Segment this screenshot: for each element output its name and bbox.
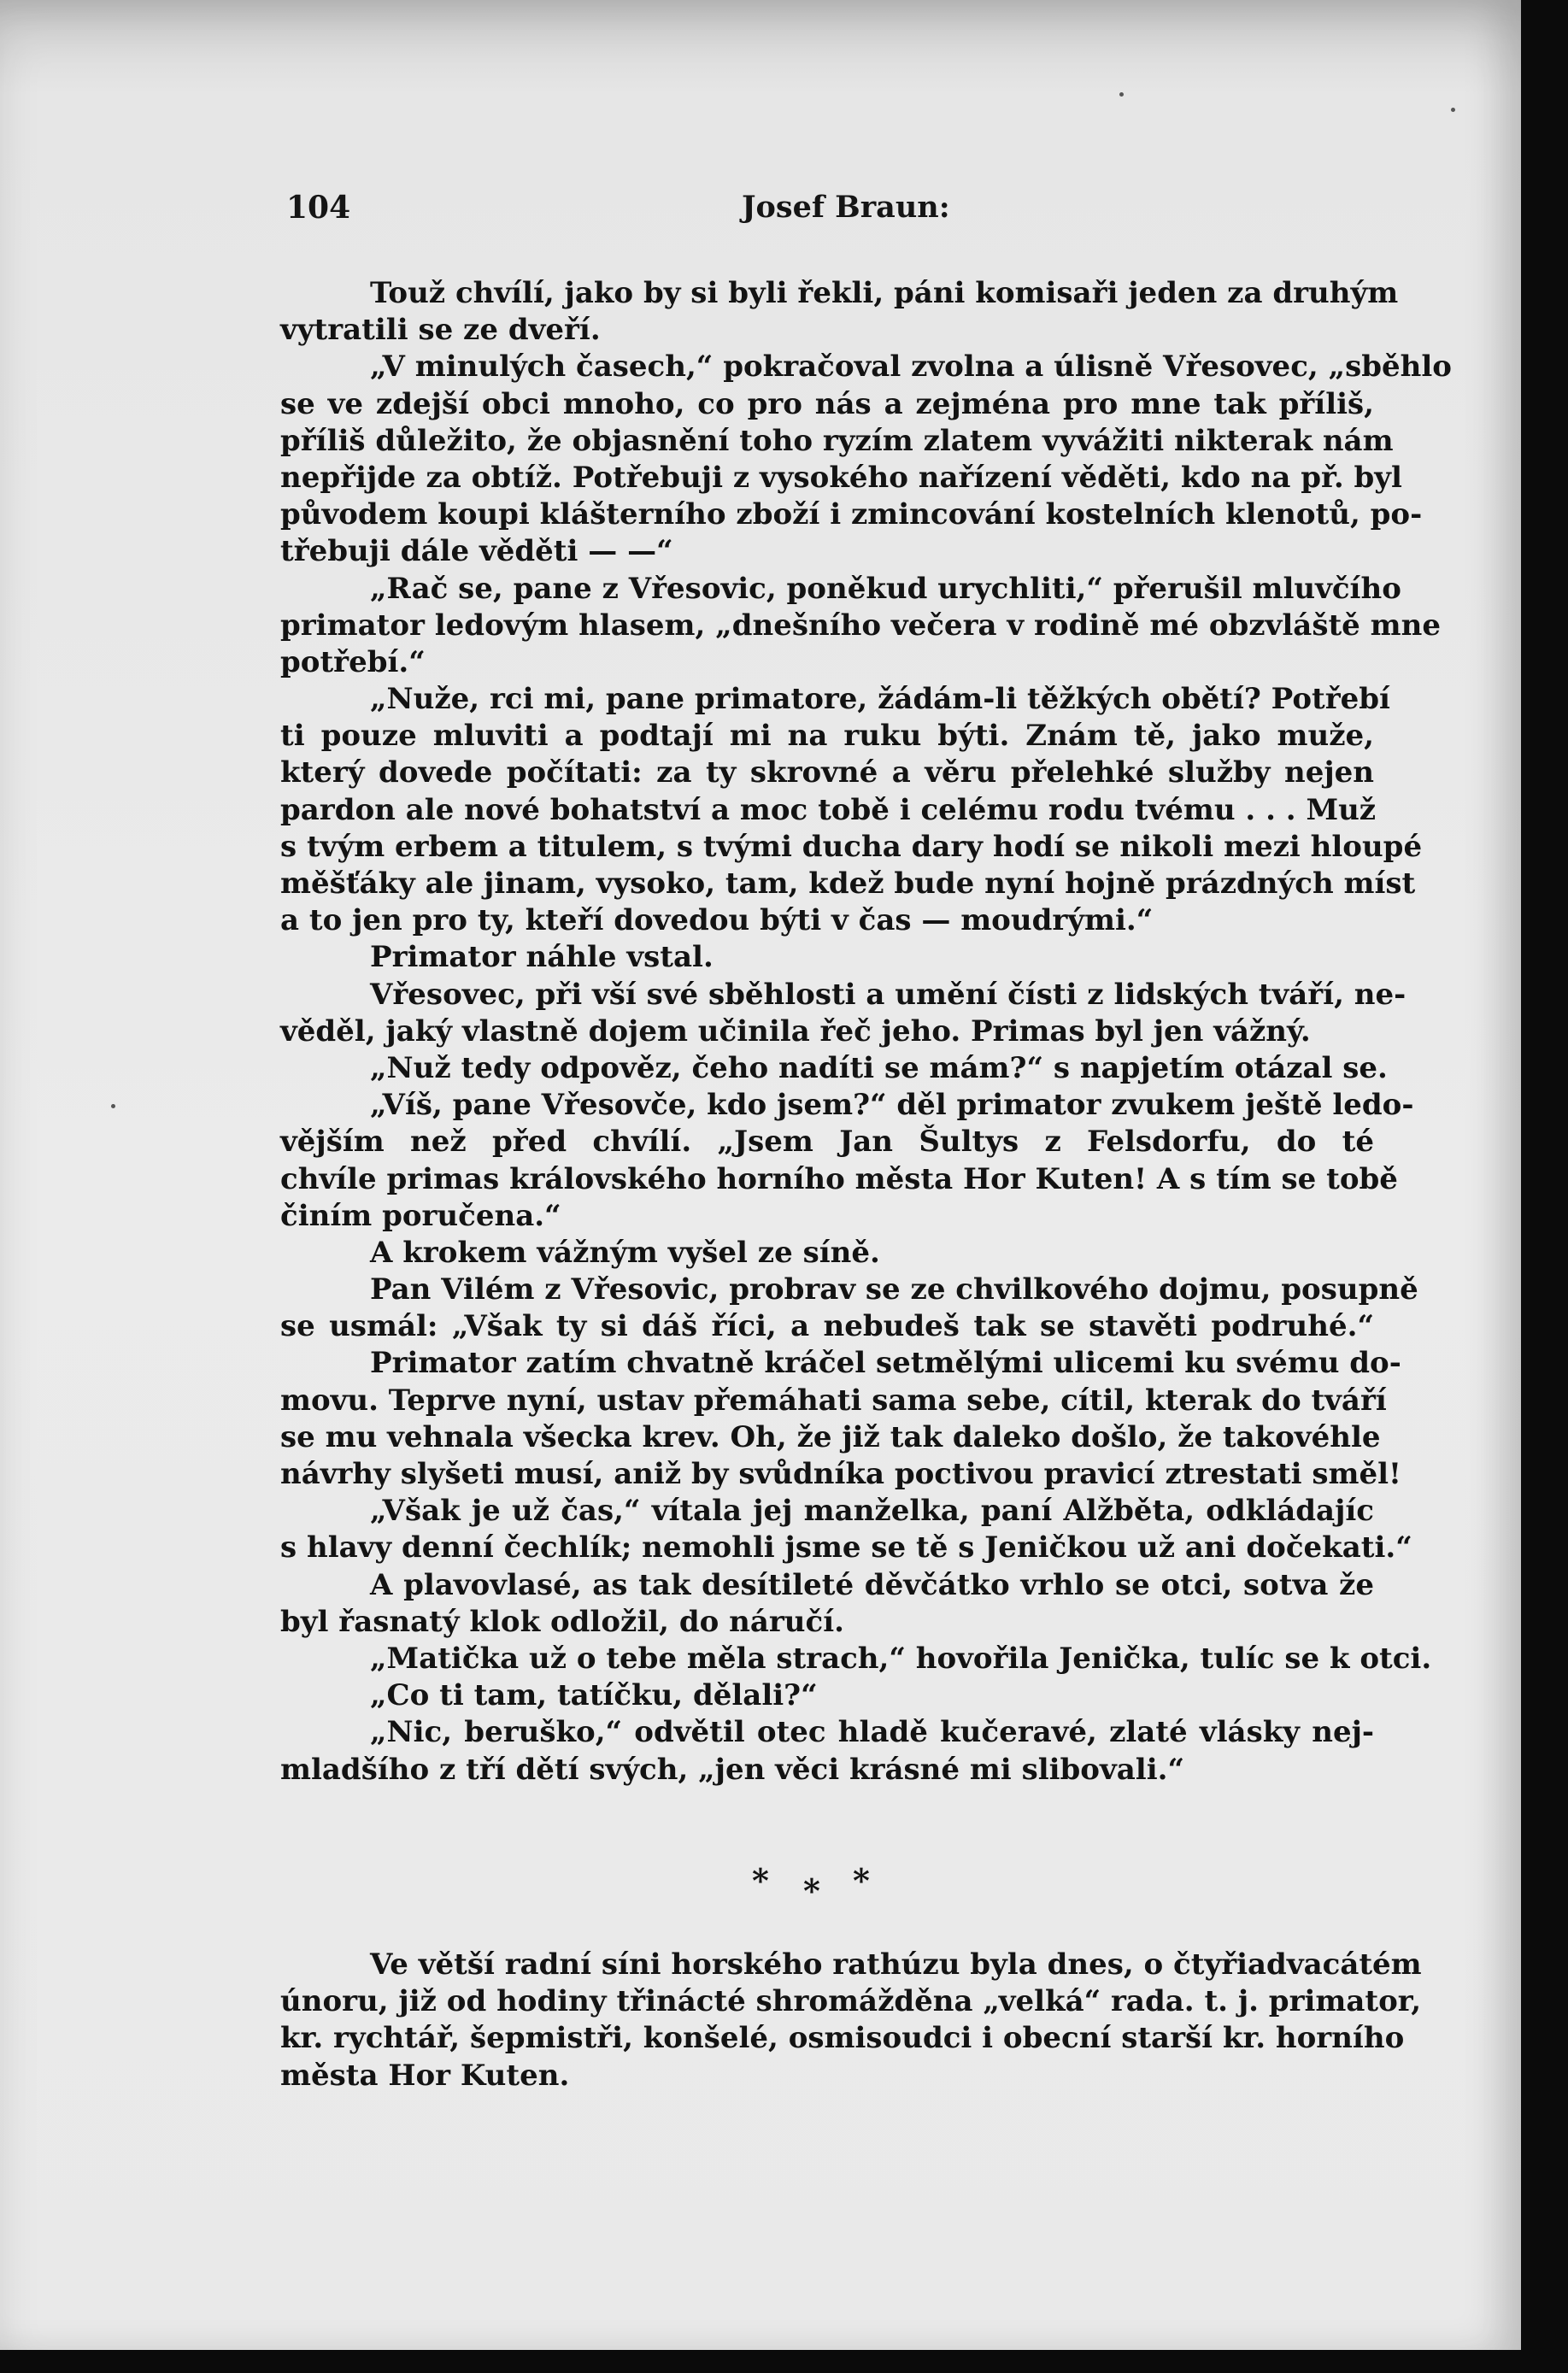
text-line: Ve větší radní síni horského rathúzu byla dnes, o čtyřiadvacátém (370, 1947, 1422, 1982)
text-line: třebuji dále věděti — —“ (280, 534, 673, 569)
page-header (286, 190, 1373, 232)
text-line: vytratili se ze dveří. (280, 313, 601, 348)
paper-speck (1451, 108, 1455, 112)
running-title: Josef Braun: (742, 190, 950, 225)
text-line: „Nuže, rci mi, pane primatore, žádám-li těžkých obětí? Potřebí (370, 682, 1390, 717)
text-line: vějším než před chvílí. „Jsem Jan Šultys z Felsdorfu, do té (280, 1125, 1374, 1160)
text-line: primator ledovým hlasem, „dnešního večera v rodině mé obzvláště mne (280, 608, 1441, 643)
text-line: byl řasnatý klok odložil, do náručí. (280, 1604, 844, 1639)
text-line: „Víš, pane Vřesovče, kdo jsem?“ děl primator zvukem ještě ledo- (370, 1088, 1414, 1123)
text-line: měšťáky ale jinam, vysoko, tam, kdež bude nyní hojně prázdných míst (280, 866, 1416, 901)
text-line: věděl, jaký vlastně dojem učinila řeč jeho. Primas byl jen vážný. (280, 1013, 1311, 1048)
asterism-star: * (803, 1871, 820, 1910)
text-line: Primator náhle vstal. (370, 940, 714, 975)
text-line: „Matička už o tebe měla strach,“ hovořila Jenička, tulíc se k otci. (370, 1641, 1432, 1676)
text-line: se usmál: „Však ty si dáš říci, a nebudeš tak se stavěti podruhé.“ (280, 1309, 1374, 1344)
paper-speck (111, 1104, 115, 1108)
text-line: města Hor Kuten. (280, 2058, 570, 2093)
asterism-star: * (853, 1861, 870, 1900)
text-line: se ve zdejší obci mnoho, co pro nás a zejména pro mne tak příliš, (280, 386, 1374, 421)
page-number: 104 (286, 190, 351, 226)
text-line: potřebí.“ (280, 644, 426, 679)
text-line: „Co ti tam, tatíčku, dělali?“ (370, 1678, 818, 1713)
text-line: chvíle primas královského horního města Hor Kuten! A s tím se tobě (280, 1161, 1398, 1196)
text-line: činím poručena.“ (280, 1198, 561, 1233)
text-line: který dovede počítati: za ty skrovné a věru přelehké služby nejen (280, 755, 1374, 790)
final-paragraph (280, 1947, 1422, 2094)
text-line: movu. Teprve nyní, ustav přemáhati sama sebe, cítil, kterak do tváří (280, 1383, 1387, 1418)
text-line: pardon ale nové bohatství a moc tobě i celému rodu tvému . . . Muž (280, 792, 1377, 827)
text-line: A krokem vážným vyšel ze síně. (370, 1235, 880, 1270)
asterism-star: * (752, 1861, 769, 1900)
text-line: Primator zatím chvatně kráčel setmělými ulicemi ku svému do- (370, 1346, 1401, 1381)
paper-speck (1119, 92, 1124, 97)
text-line: „Nuž tedy odpověz, čeho nadíti se mám?“ s napjetím otázal se. (370, 1050, 1388, 1085)
text-line: A plavovlasé, as tak desítileté děvčátko vrhlo se otci, sotva že (370, 1567, 1374, 1602)
text-line: Vřesovec, při vší své sběhlosti a umění čísti z lidských tváří, ne- (370, 977, 1407, 1012)
text-line: příliš důležito, že objasnění toho ryzím zlatem vyvážiti nikterak nám (280, 423, 1394, 458)
text-line: „V minulých časech,“ pokračoval zvolna a úlisně Vřesovec, „sběhlo (370, 349, 1452, 385)
text-line: se mu vehnala všecka krev. Oh, že již tak daleko došlo, že takovéhle (280, 1419, 1381, 1454)
text-line: Touž chvílí, jako by si byli řekli, páni komisaři jeden za druhým (370, 276, 1399, 310)
body-text (280, 275, 1452, 1789)
text-line: ti pouze mluviti a podtají mi na ruku býti. Znám tě, jako muže, (280, 719, 1374, 754)
scan-edge (1521, 0, 1568, 2373)
text-line: „Rač se, pane z Vřesovic, poněkud urychliti,“ přerušil mluvčího (370, 571, 1401, 606)
text-line: s hlavy denní čechlík; nemohli jsme se tě s Jeničkou už ani dočekati.“ (280, 1530, 1412, 1565)
text-line: s tvým erbem a titulem, s tvými ducha dary hodí se nikoli mezi hloupé (280, 829, 1423, 864)
text-line: původem koupi klášterního zboží i zmincování kostelních klenotů, po- (280, 497, 1423, 532)
text-line: návrhy slyšeti musí, aniž by svůdníka poctivou pravicí ztrestati směl! (280, 1457, 1401, 1491)
text-line: kr. rychtář, šepmistři, konšelé, osmisoudci i obecní starší kr. horního (280, 2021, 1405, 2056)
text-line: „Však je už čas,“ vítala jej manželka, paní Alžběta, odkládajíc (370, 1494, 1374, 1529)
text-line: únoru, již od hodiny třinácté shromážděna „velká“ rada. t. j. primator, (280, 1984, 1422, 2019)
text-line: mladšího z tří dětí svých, „jen věci krásné mi slibovali.“ (280, 1752, 1185, 1787)
text-line: a to jen pro ty, kteří dovedou býti v čas — moudrými.“ (280, 903, 1154, 938)
section-break-asterism (752, 1861, 889, 1912)
text-line: Pan Vilém z Vřesovic, probrav se ze chvilkového dojmu, posupně (370, 1272, 1418, 1307)
text-line: nepřijde za obtíž. Potřebuji z vysokého nařízení věděti, kdo na př. byl (280, 460, 1402, 495)
text-line: „Nic, beruško,“ odvětil otec hladě kučeravé, zlaté vlásky nej- (370, 1715, 1374, 1750)
